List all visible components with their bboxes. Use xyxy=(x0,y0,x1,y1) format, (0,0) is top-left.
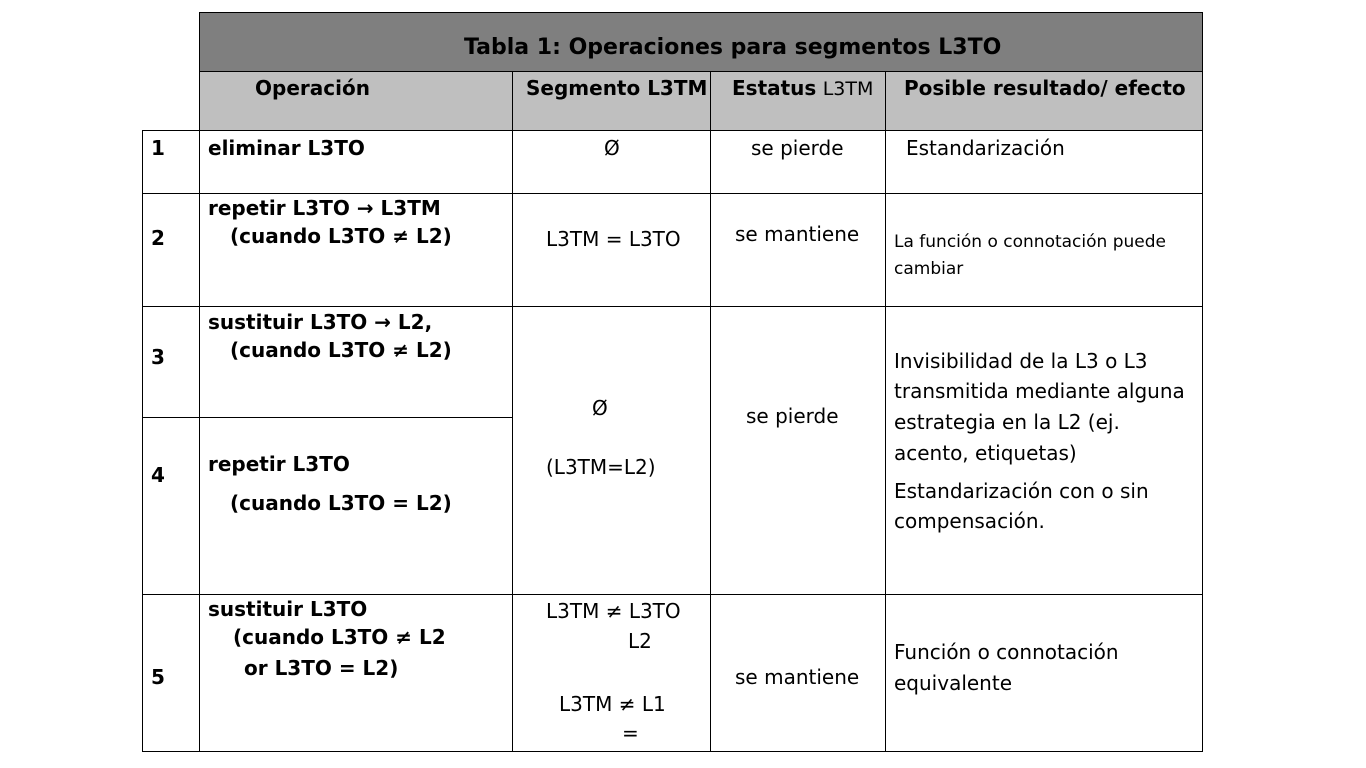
grid-line xyxy=(199,71,1203,72)
segment-text: L3TM ≠ L3TO xyxy=(546,599,681,623)
segment-text: = xyxy=(622,721,639,745)
grid-line xyxy=(142,751,1203,752)
header-result: Posible resultado/ efecto xyxy=(904,76,1186,100)
grid-line xyxy=(142,130,143,752)
operation-text: (cuando L3TO ≠ L2) xyxy=(230,338,452,362)
segment-text: (L3TM=L2) xyxy=(546,455,656,479)
grid-line xyxy=(142,130,1203,131)
result-text: Invisibilidad de la L3 o L3 xyxy=(894,349,1148,373)
segment-text: L3TM ≠ L1 xyxy=(559,692,666,716)
grid-line xyxy=(710,72,711,752)
header-status xyxy=(732,78,873,99)
result-text: estrategia en la L2 (ej. xyxy=(894,410,1120,434)
segment-text: L2 xyxy=(628,629,652,653)
result-text: equivalente xyxy=(894,671,1013,695)
header-status-tag: L3TM xyxy=(822,78,874,100)
grid-line xyxy=(142,594,1203,595)
header-segment: Segmento L3TM xyxy=(526,76,708,100)
result-text: compensación. xyxy=(894,509,1045,533)
segment-text: Ø xyxy=(604,136,620,160)
result-text: Función o connotación xyxy=(894,640,1119,664)
status-text: se mantiene xyxy=(735,665,860,689)
result-text: La función o connotación puede xyxy=(894,232,1166,252)
operation-text: eliminar L3TO xyxy=(208,136,365,160)
header-operation: Operación xyxy=(255,76,370,100)
operation-text: sustituir L3TO → L2, xyxy=(208,310,433,334)
operation-text: repetir L3TO → L3TM xyxy=(208,196,441,220)
table-title: Tabla 1: Operaciones para segmentos L3TO xyxy=(464,35,1002,60)
grid-line xyxy=(199,12,200,752)
operation-text: repetir L3TO xyxy=(208,452,350,476)
result-text: Estandarización xyxy=(906,136,1065,160)
result-text: cambiar xyxy=(894,259,964,279)
status-text: se mantiene xyxy=(735,222,860,246)
row-number: 2 xyxy=(151,226,165,250)
row-number: 3 xyxy=(151,345,165,369)
operation-text: (cuando L3TO = L2) xyxy=(230,491,452,515)
grid-line xyxy=(142,193,1203,194)
operation-text: (cuando L3TO ≠ L2) xyxy=(230,224,452,248)
grid-line xyxy=(885,72,886,752)
result-text: acento, etiquetas) xyxy=(894,441,1077,465)
grid-line xyxy=(142,306,1203,307)
segment-text: Ø xyxy=(592,396,608,420)
result-text: Estandarización con o sin xyxy=(894,479,1149,503)
row-number: 1 xyxy=(151,136,165,160)
grid-line xyxy=(1202,12,1203,752)
grid-line xyxy=(512,72,513,752)
row-number: 4 xyxy=(151,463,165,487)
grid-line xyxy=(142,417,513,418)
operation-text: (cuando L3TO ≠ L2 xyxy=(233,625,446,649)
status-text: se pierde xyxy=(751,136,844,160)
row-number: 5 xyxy=(151,665,165,689)
operation-text: or L3TO = L2) xyxy=(244,656,399,680)
segment-text: L3TM = L3TO xyxy=(546,227,681,251)
header-status-word: Estatus xyxy=(732,76,817,100)
result-text: transmitida mediante alguna xyxy=(894,379,1185,403)
operation-text: sustituir L3TO xyxy=(208,597,368,621)
status-text: se pierde xyxy=(746,404,839,428)
